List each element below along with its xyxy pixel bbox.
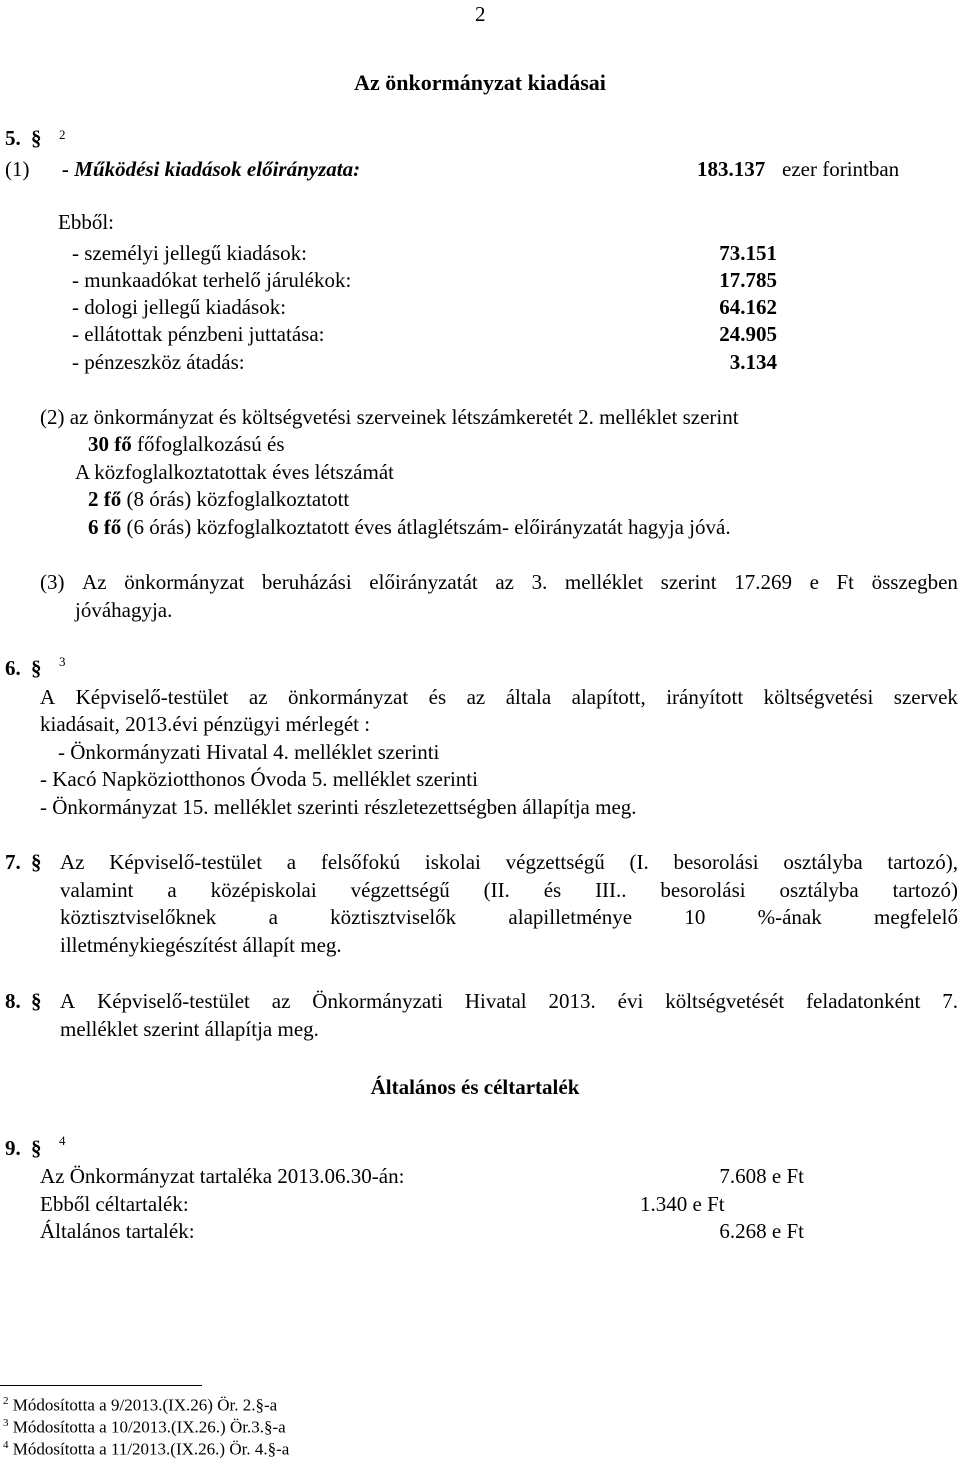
section-8-sign: § bbox=[31, 989, 42, 1013]
subtitle: Általános és céltartalék bbox=[370, 1075, 580, 1099]
s6-line1: A Képviselő-testület az önkormányzat és az általa alapított, irányított költségvetési szervek bbox=[40, 685, 958, 709]
reserve-label: Általános tartalék: bbox=[40, 1219, 195, 1243]
reserve-value: 1.340 e Ft bbox=[640, 1192, 725, 1216]
s7-line1: Az Képviselő-testület a felsőfokú iskolai végzettségű (I. besorolási osztályba tartozó), bbox=[60, 850, 958, 874]
s7-line2: valamint a középiskolai végzettségű (II. és III.. besorolási osztályba tartozó) bbox=[60, 878, 958, 902]
s5-ebbol: Ebből: bbox=[58, 210, 114, 234]
s7-line4: illetménykiegészítést állapít meg. bbox=[60, 933, 342, 957]
expense-label: - pénzeszköz átadás: bbox=[72, 350, 245, 374]
section-9-footnote-ref: 4 bbox=[59, 1133, 66, 1148]
expense-label: - ellátottak pénzbeni juttatása: bbox=[72, 322, 325, 346]
s5-p2-line5: 6 fő (6 órás) közfoglalkoztatott éves átlaglétszám- előirányzatát hagyja jóvá. bbox=[88, 515, 731, 539]
s5-p1-label: (1) bbox=[5, 157, 30, 181]
s5-p2-line2: 30 fő főfoglalkozású és bbox=[88, 432, 285, 456]
reserve-label: Ebből céltartalék: bbox=[40, 1192, 189, 1216]
s6-line2: kiadásait, 2013.évi pénzügyi mérlegét : bbox=[40, 712, 371, 736]
footnote: $^3$ Módosította a 10/2013.(IX.26.) Ör.3.§-a bbox=[3, 1417, 286, 1437]
section-5-footnote-ref: 2 bbox=[59, 127, 66, 142]
section-9-number: 9. bbox=[5, 1136, 21, 1160]
s5-p3-line2: jóváhagyja. bbox=[75, 598, 173, 622]
section-7-sign: § bbox=[31, 850, 42, 874]
s5-p1-heading: - Működési kiadások előirányzata: bbox=[62, 157, 361, 181]
section-5-number: 5. bbox=[5, 126, 21, 150]
reserve-value: 7.608 e Ft bbox=[719, 1164, 804, 1188]
footnote-separator bbox=[0, 1385, 202, 1386]
section-9-sign: § bbox=[31, 1136, 42, 1160]
expense-label: - személyi jellegű kiadások: bbox=[72, 241, 308, 265]
page-title: Az önkormányzat kiadásai bbox=[354, 70, 606, 95]
expense-label: - dologi jellegű kiadások: bbox=[72, 295, 287, 319]
page-number: 2 bbox=[475, 2, 486, 26]
expense-value: 3.134 bbox=[729, 350, 777, 374]
reserve-label: Az Önkormányzat tartaléka 2013.06.30-án: bbox=[40, 1164, 405, 1188]
section-8-number: 8. bbox=[5, 989, 21, 1013]
s6-line4: - Kacó Napköziotthonos Óvoda 5. melléklet szerinti bbox=[40, 767, 478, 791]
s5-p1-unit: ezer forintban bbox=[782, 157, 900, 181]
expense-label: - munkaadókat terhelő járulékok: bbox=[72, 268, 352, 292]
section-7-number: 7. bbox=[5, 850, 21, 874]
s7-line3: köztisztviselőknek a köztisztviselők alapilletménye 10 %-ának megfelelő bbox=[60, 905, 958, 929]
section-6-number: 6. bbox=[5, 656, 21, 680]
footnote: $^2$ Módosította a 9/2013.(IX.26) Ör. 2.§-a bbox=[3, 1395, 278, 1415]
expense-value: 24.905 bbox=[719, 322, 777, 346]
s6-line5: - Önkormányzat 15. melléklet szerinti részletezettségben állapítja meg. bbox=[40, 795, 637, 819]
s8-line2: melléklet szerint állapítja meg. bbox=[60, 1017, 319, 1041]
expense-value: 64.162 bbox=[719, 295, 777, 319]
section-5-sign: § bbox=[31, 126, 42, 150]
s8-line1: A Képviselő-testület az Önkormányzati Hivatal 2013. évi költségvetését feladatonként 7. bbox=[60, 989, 958, 1013]
section-6-footnote-ref: 3 bbox=[59, 654, 66, 669]
s5-p3-line1: (3) Az önkormányzat beruházási előirányzatát az 3. melléklet szerint 17.269 e Ft összegben bbox=[40, 570, 958, 594]
footnote: $^4$ Módosította a 11/2013.(IX.26.) Ör. 4.§-a bbox=[3, 1439, 290, 1459]
expense-value: 73.151 bbox=[719, 241, 777, 265]
s5-p1-value: 183.137 bbox=[697, 157, 766, 181]
s5-p2-line3: A közfoglalkoztatottak éves létszámát bbox=[75, 460, 394, 484]
s5-p2-line4: 2 fő (8 órás) közfoglalkoztatott bbox=[88, 487, 350, 511]
reserve-value: 6.268 e Ft bbox=[719, 1219, 804, 1243]
expense-value: 17.785 bbox=[719, 268, 777, 292]
s5-p2-line1: (2) az önkormányzat és költségvetési szerveinek létszámkeretét 2. melléklet szerint bbox=[40, 405, 739, 429]
section-6-sign: § bbox=[31, 656, 42, 680]
s6-line3: - Önkormányzati Hivatal 4. melléklet szerinti bbox=[58, 740, 440, 764]
